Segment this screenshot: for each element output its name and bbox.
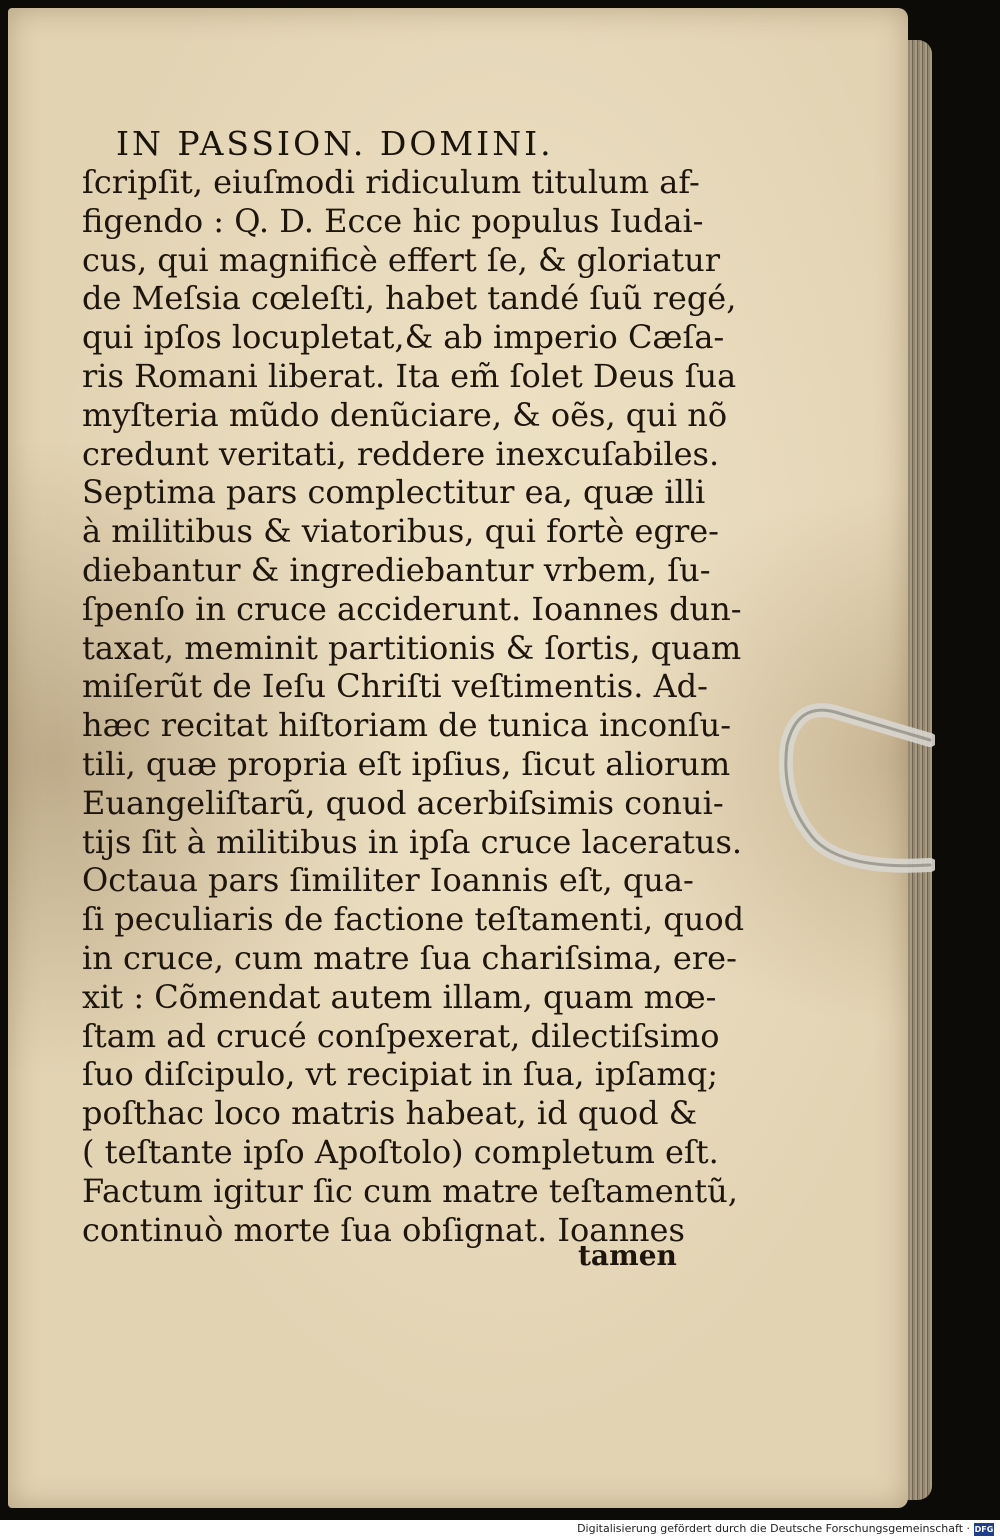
text-line: ( teſtante ipſo Apoſtolo) completum eſt. <box>82 1132 719 1171</box>
text-line: credunt veritati, reddere inexcuſabiles. <box>82 434 720 473</box>
text-line: in cruce, cum matre ſua chariſsima, ere- <box>82 938 737 977</box>
text-line: qui ipſos locupletat,& ab imperio Cæſa- <box>82 318 725 357</box>
text-line: Factum igitur ſic cum matre teſtamentũ, <box>82 1171 738 1210</box>
text-line: Euangeliſtarũ, quod acerbiſsimis conui- <box>82 783 724 822</box>
body-text <box>82 163 745 1249</box>
text-line: tijs ſit à militibus in ipſa cruce laceratus. <box>82 822 743 861</box>
text-line: myſteria mũdo denũciare, & oẽs, qui nõ <box>82 395 728 434</box>
text-line: cus, qui magnificè effert ſe, & gloriatur <box>82 240 720 279</box>
text-line: hæc recitat hiſtoriam de tunica inconſu- <box>82 706 732 745</box>
text-line: figendo : Q. D. Ecce hic populus Iudai- <box>82 201 704 240</box>
text-line: à militibus & viatoribus, qui fortè egre- <box>82 512 719 551</box>
text-line: de Meſsia cœleſti, habet tandé ſuũ regé, <box>82 279 737 318</box>
text-line: ſtam ad crucé conſpexerat, dilectiſsimo <box>82 1016 720 1055</box>
text-line: ſuo diſcipulo, vt recipiat in ſua, ipſamq; <box>82 1055 719 1094</box>
text-line: ſpenſo in cruce acciderunt. Ioannes dun- <box>82 589 742 628</box>
text-line: xit : Cõmendat autem illam, quam mœ- <box>82 977 717 1016</box>
dfg-logo-icon: DFG <box>974 1525 994 1534</box>
text-line: diebantur & ingrediebantur vrbem, ſu- <box>82 550 711 589</box>
paper-clip-icon <box>775 700 935 875</box>
text-line: miſerũt de Ieſu Chriſti veſtimentis. Ad- <box>82 667 708 706</box>
text-line: Septima pars complectitur ea, quæ illi <box>82 473 706 512</box>
text-line: ſi peculiaris de factione teſtamenti, quod <box>82 900 745 939</box>
text-line: Octaua pars ſimiliter Ioannis eſt, qua- <box>82 861 694 900</box>
text-line: continuò morte ſua obſignat. Ioannes <box>82 1210 685 1249</box>
text-line: ſcripſit, eiuſmodi ridiculum titulum af- <box>82 163 700 201</box>
catchword: tamen <box>578 1239 677 1272</box>
running-header: IN PASSION. DOMINI. <box>116 124 554 163</box>
text-line: poſthac loco matris habeat, id quod & <box>82 1094 698 1133</box>
footer-bar <box>0 1520 1000 1540</box>
text-line: taxat, meminit partitionis & ſortis, quam <box>82 628 742 667</box>
digitization-credit: Digitalisierung gefördert durch die Deutsche Forschungsgemeinschaft · <box>577 1522 970 1535</box>
text-line: ris Romani liberat. Ita em̃ ſolet Deus ſua <box>82 356 737 395</box>
text-line: tili, quæ propria eſt ipſius, ſicut aliorum <box>82 744 731 783</box>
